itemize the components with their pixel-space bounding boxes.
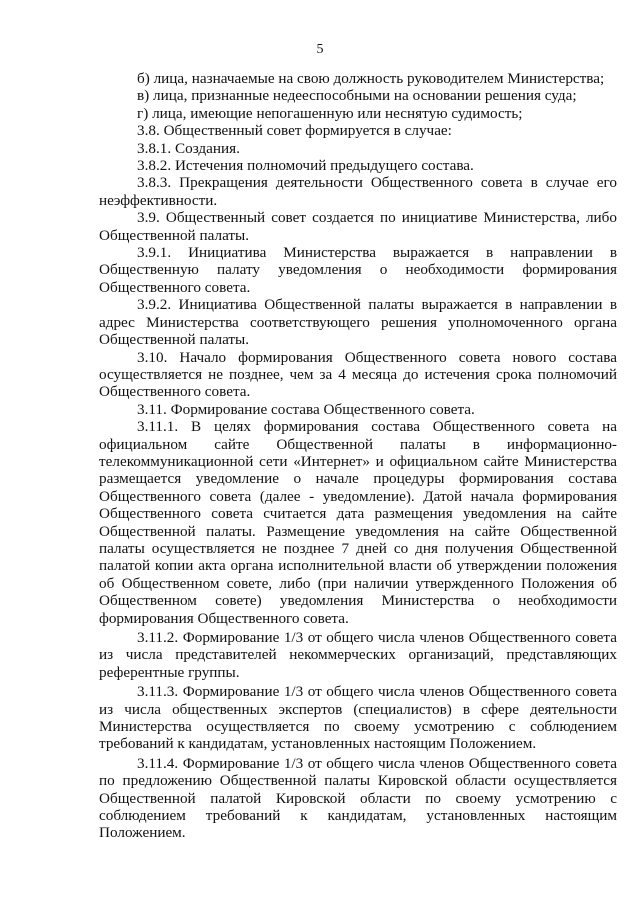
paragraph-3-11-1: 3.11.1. В целях формирования состава Общественного совета на официальном сайте Общественной палаты в информационно-телекоммуникационной сети «Интернет» и официальном сайте Министерства размещается уведомление о начале процедуры формирования состава Общественного совета (далее - уведомление). Датой начала формирования Общественного совета считается дата размещения уведомления на сайте Общественной палаты. Размещение уведомления на сайте Общественной палаты осуществляется не позднее 7 дней со дня получения Общественной палатой копии акта органа исполнительной власти об утверждении положения об Общественном совете, либо (при наличии утвержденного Положения об Общественном совете) уведомления Министерства о необходимости формирования Общественного совета. bbox=[99, 418, 617, 627]
paragraph-3-9: 3.9. Общественный совет создается по инициативе Министерства, либо Общественной палаты. bbox=[99, 209, 617, 244]
paragraph-item-g: г) лица, имеющие непогашенную или неснятую судимость; bbox=[137, 104, 523, 122]
paragraph-3-9-1: 3.9.1. Инициатива Министерства выражается в направлении в Общественную палату уведомления о необходимости формирования Общественного совета. bbox=[99, 244, 617, 296]
page-number: 5 bbox=[316, 42, 324, 57]
paragraph-3-10: 3.10. Начало формирования Общественного совета нового состава осуществляется не позднее, чем за 4 месяца до истечения срока полномочий Общественного совета. bbox=[99, 348, 617, 401]
paragraph-3-8-3: 3.8.3. Прекращения деятельности Общественного совета в случае его неэффективности. bbox=[99, 174, 617, 209]
paragraph-3-11-3: 3.11.3. Формирование 1/3 от общего числа членов Общественного совета из числа общественных экспертов (специалистов) в сфере деятельности Министерства осуществляется по своему усмотрению с соблюдением требований к кандидатам, установленных настоящим Положением. bbox=[99, 683, 617, 753]
paragraph-3-11-4: 3.11.4. Формирование 1/3 от общего числа членов Общественного совета по предложению Общественной палаты Кировской области осуществляется Общественной палатой Кировской области по своему усмотрению с соблюдением требований к кандидатам, установленных настоящим Положением. bbox=[99, 754, 617, 842]
paragraph-3-11: 3.11. Формирование состава Общественного совета. bbox=[137, 400, 475, 418]
paragraph-3-8: 3.8. Общественный совет формируется в случае: bbox=[137, 122, 452, 140]
paragraph-3-9-2: 3.9.2. Инициатива Общественной палаты выражается в направлении в адрес Министерства соответствующего решения уполномоченного органа Общественной палаты. bbox=[99, 296, 617, 349]
paragraph-3-8-1: 3.8.1. Создания. bbox=[137, 139, 240, 157]
document-body bbox=[99, 70, 617, 842]
paragraph-3-11-2: 3.11.2. Формирование 1/3 от общего числа членов Общественного совета из числа представителей некоммерческих организаций, представляющих референтные группы. bbox=[99, 629, 617, 681]
paragraph-3-8-2: 3.8.2. Истечения полномочий предыдущего состава. bbox=[137, 157, 474, 175]
paragraph-item-b: б) лица, назначаемые на свою должность руководителем Министерства; bbox=[137, 70, 605, 87]
paragraph-item-v: в) лица, признанные недееспособными на основании решения суда; bbox=[137, 87, 577, 105]
